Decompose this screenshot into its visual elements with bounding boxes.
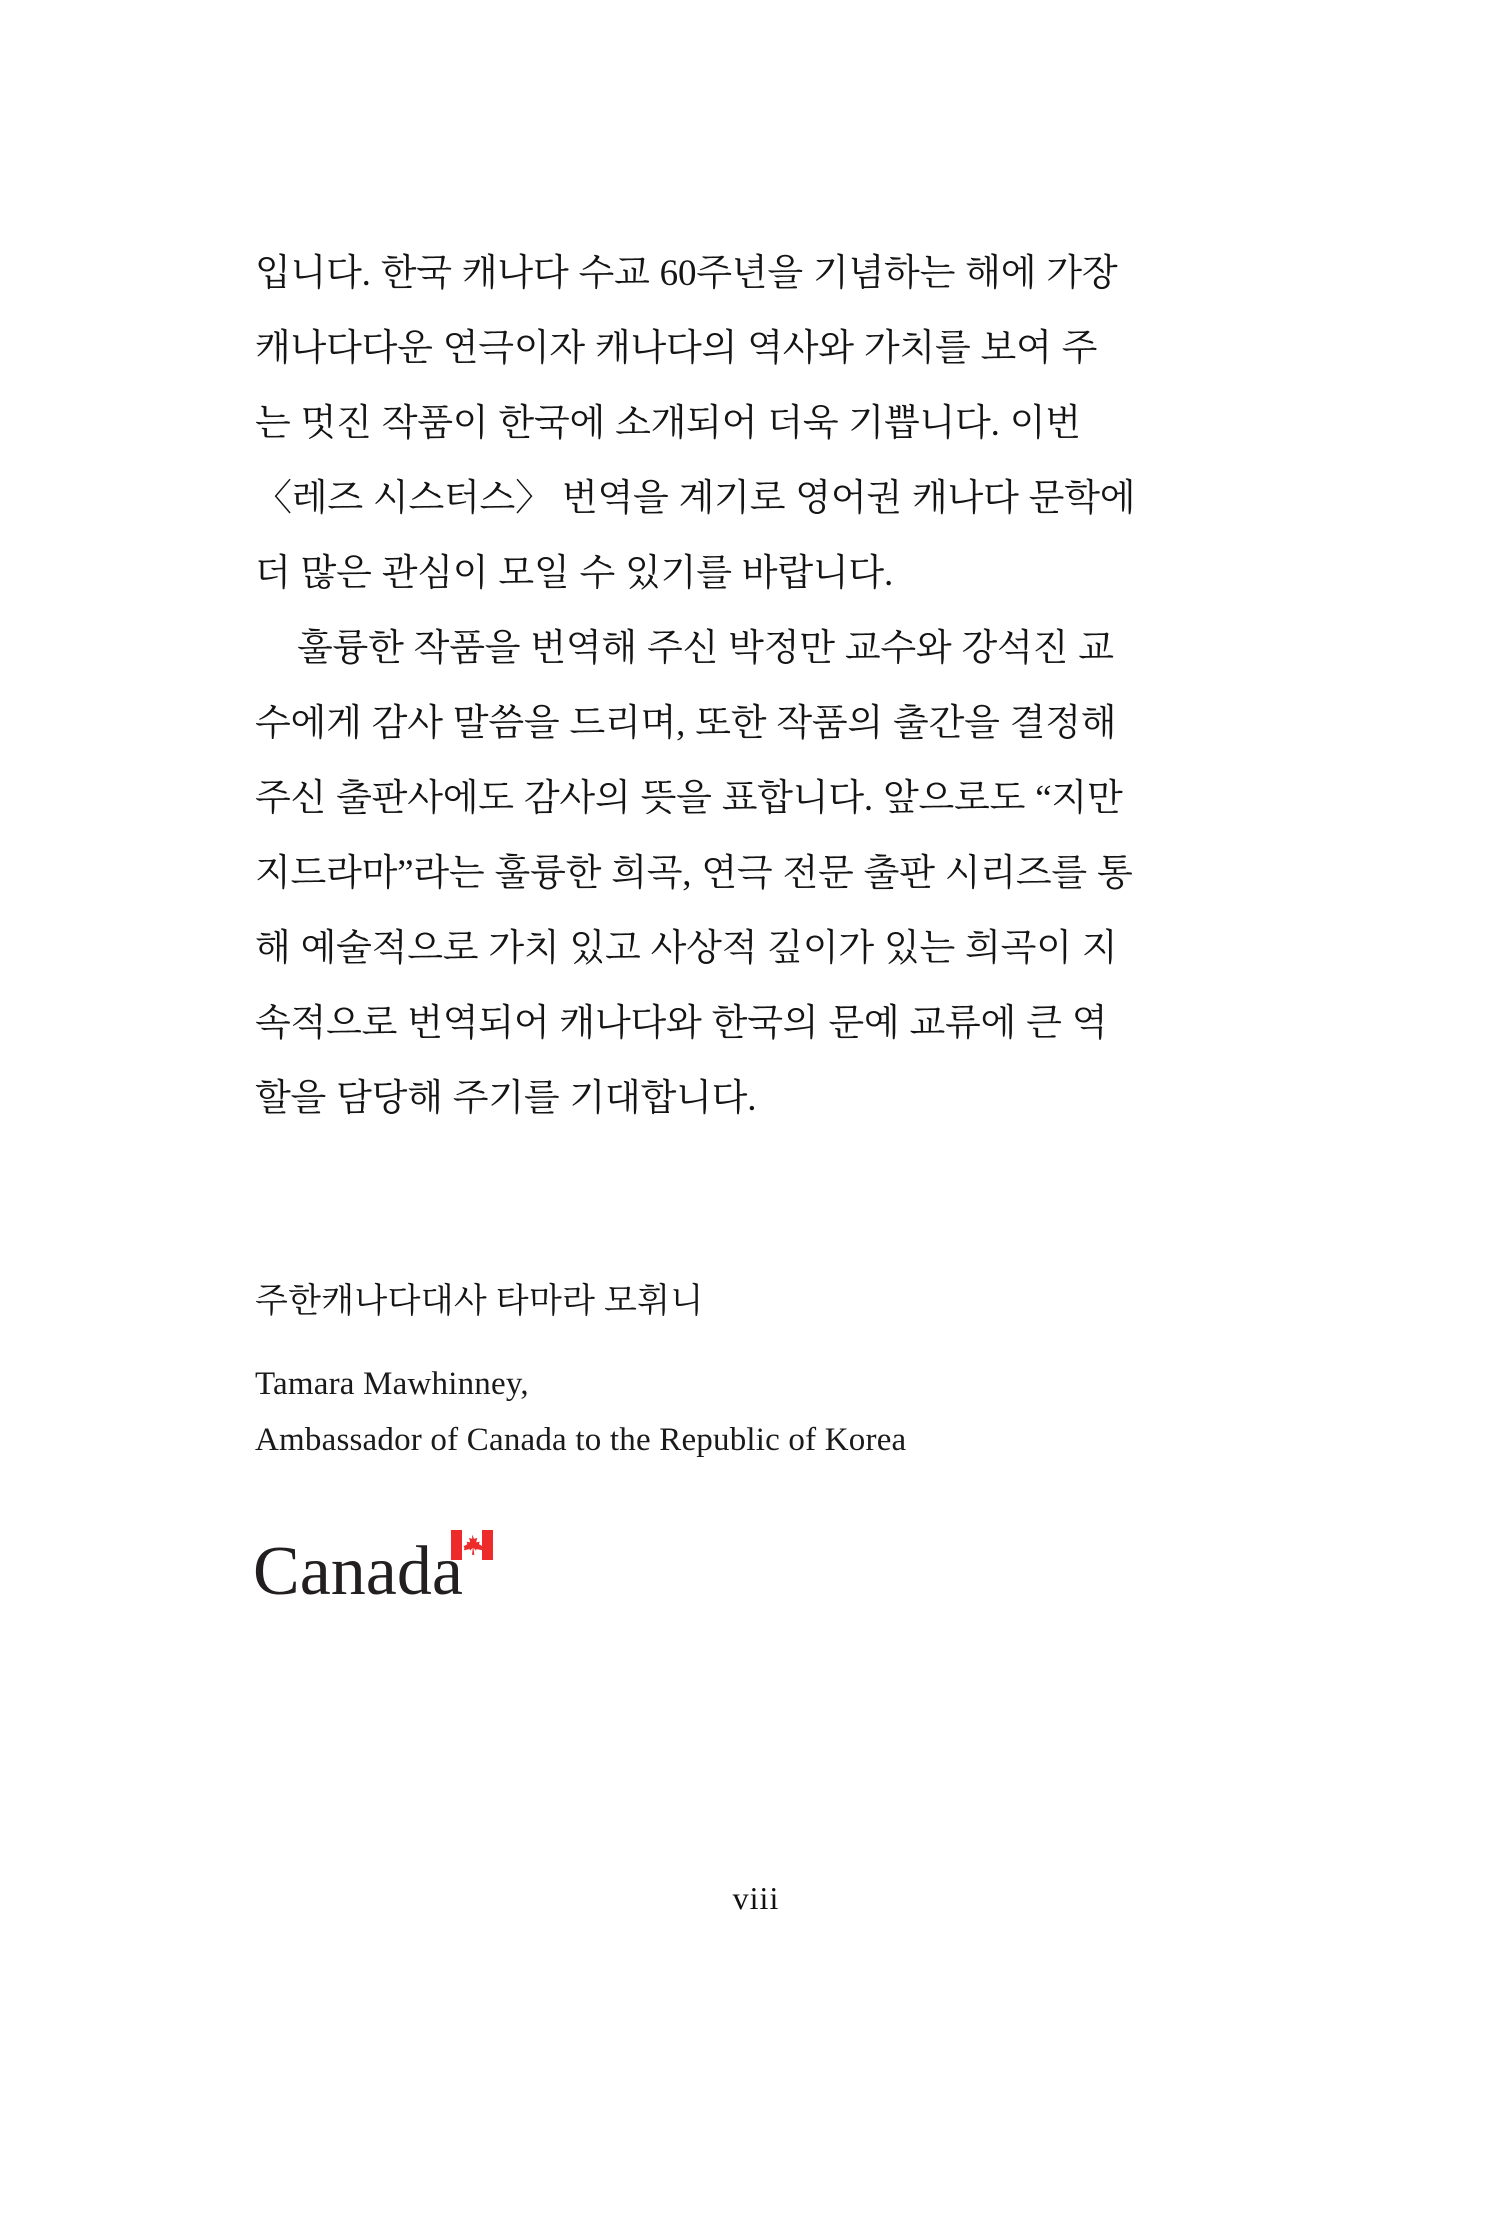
text-line: 할을 담당해 주기를 기대합니다. <box>255 1078 757 1119</box>
page-number: viii <box>732 1880 780 1916</box>
text-line: 해 예술적으로 가치 있고 사상적 깊이가 있는 희곡이 지 <box>255 928 1118 969</box>
text-line: 캐나다다운 연극이자 캐나다의 역사와 가치를 보여 주 <box>255 328 1098 369</box>
text-line: 더 많은 관심이 모일 수 있기를 바랍니다. <box>255 553 894 594</box>
text-line: 〈레즈 시스터스〉 번역을 계기로 영어권 캐나다 문학에 <box>255 478 1136 519</box>
text-line: 속적으로 번역되어 캐나다와 한국의 문예 교류에 큰 역 <box>255 1003 1108 1044</box>
text-line: 수에게 감사 말씀을 드리며, 또한 작품의 출간을 결정해 <box>255 703 1117 744</box>
signature-korean-title: 주한캐나다대사 타마라 모휘니 <box>255 1283 704 1320</box>
text-line: 는 멋진 작품이 한국에 소개되어 더욱 기쁩니다. 이번 <box>255 403 1081 444</box>
paragraph <box>255 236 1191 611</box>
canada-wordmark-text: Canada <box>253 1533 463 1604</box>
signature-block <box>255 1278 1191 1468</box>
text-line: 주신 출판사에도 감사의 뜻을 표합니다. 앞으로도 “지만 <box>255 778 1123 819</box>
canada-wordmark-logo <box>253 1524 503 1604</box>
paragraph <box>255 611 1191 1136</box>
signature-name: Tamara Mawhinney, <box>255 1366 529 1402</box>
text-line: 지드라마”라는 훌륭한 희곡, 연극 전문 출판 시리즈를 통 <box>255 853 1133 894</box>
body-text-column <box>255 236 1191 1136</box>
signature-title: Ambassador of Canada to the Republic of Korea <box>255 1422 907 1458</box>
text-line: 입니다. 한국 캐나다 수교 60주년을 기념하는 해에 가장 <box>255 253 1118 294</box>
text-line: 훌륭한 작품을 번역해 주신 박정만 교수와 강석진 교 <box>297 628 1114 669</box>
